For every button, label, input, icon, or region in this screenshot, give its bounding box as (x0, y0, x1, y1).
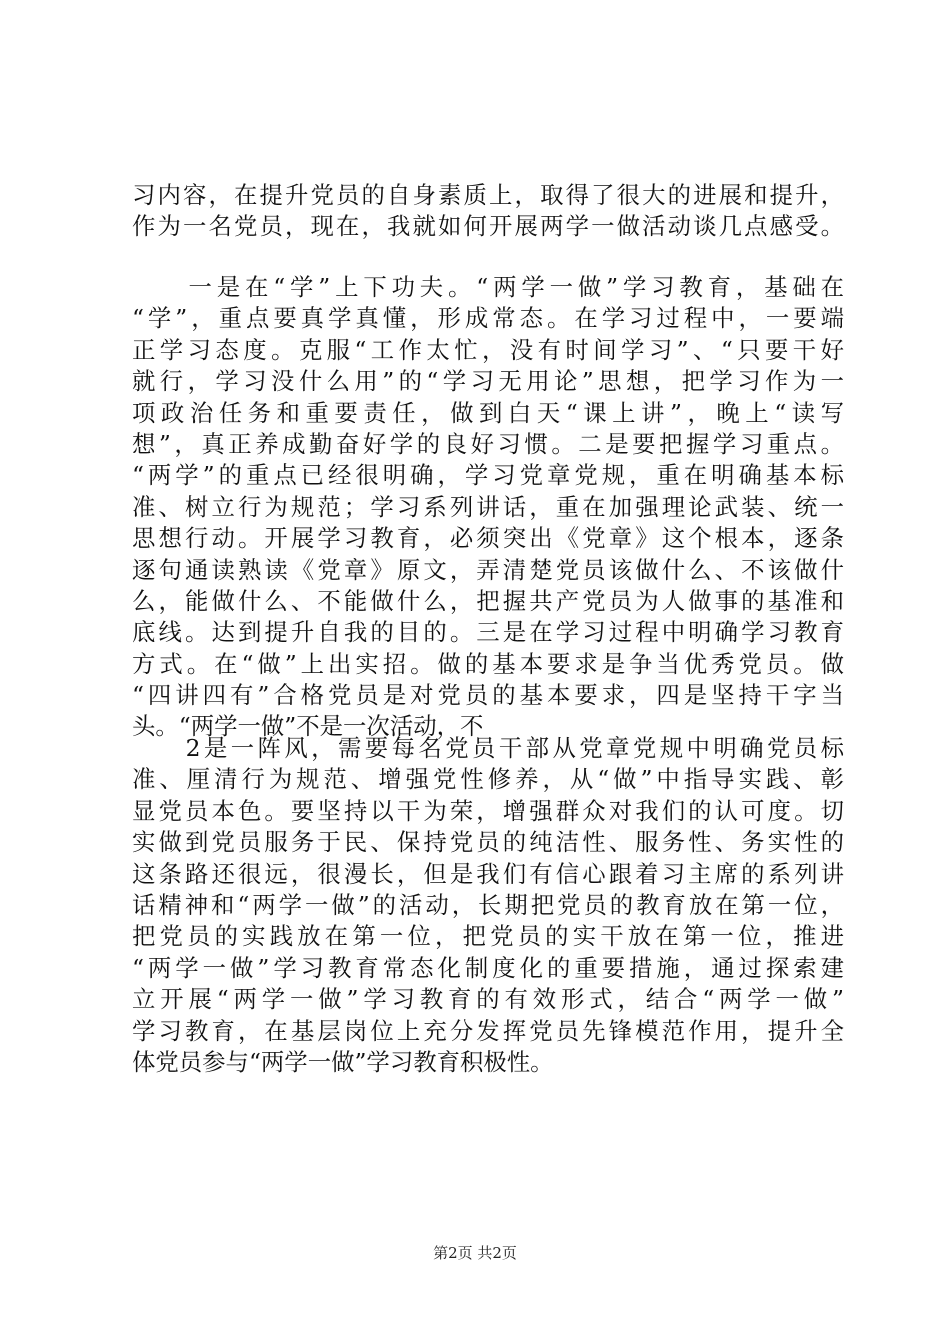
text-line: “学”，重点要真学真懂，形成常态。在学习过程中，一要端 (132, 304, 844, 333)
paragraph-practice (132, 733, 844, 1078)
text-line: 2是一阵风，需要每名党员干部从党章党规中明确党员标 (132, 734, 844, 762)
text-line: 头。“两学一做”不是一次活动，不 (132, 712, 484, 741)
text-line: “两学”的重点已经很明确，学习党章党规，重在明确基本标 (132, 461, 844, 490)
text-line: 话精神和“两学一做”的活动，长期把党员的教育放在第一位， (132, 890, 844, 919)
text-line: 一是在“学”上下功夫。“两学一做”学习教育，基础在 (132, 273, 844, 301)
text-line: 么，能做什么、不能做什么，把握共产党员为人做事的基准和 (132, 586, 844, 615)
text-line: 项政治任务和重要责任，做到白天“课上讲”，晚上“读写 (132, 398, 844, 427)
text-line: 底线。达到提升自我的目的。三是在学习过程中明确学习教育 (132, 618, 844, 647)
text-line: 习内容，在提升党员的自身素质上，取得了很大的进展和提升， (132, 181, 844, 209)
text-line: 准、树立行为规范；学习系列讲话，重在加强理论武装、统一 (132, 492, 844, 521)
text-line: 这条路还很远，很漫长，但是我们有信心跟着习主席的系列讲 (132, 859, 844, 888)
text-line: 就行，学习没什么用”的“学习无用论”思想，把学习作为一 (132, 367, 844, 396)
paragraph-intro (132, 180, 844, 243)
text-line: 想”，真正养成勤奋好学的良好习惯。二是要把握学习重点。 (132, 429, 844, 458)
text-line: “四讲四有”合格党员是对党员的基本要求，四是坚持干字当 (132, 681, 844, 710)
text-line: “两学一做”学习教育常态化制度化的重要措施，通过探索建 (132, 953, 844, 982)
text-line: 正学习态度。克服“工作太忙，没有时间学习”、“只要干好 (132, 335, 844, 364)
text-line: 立开展“两学一做”学习教育的有效形式，结合“两学一做” (132, 985, 844, 1014)
text-line: 体党员参与“两学一做”学习教育积极性。 (132, 1047, 554, 1076)
paragraph-study (132, 272, 844, 743)
text-line: 思想行动。开展学习教育，必须突出《党章》这个根本，逐条 (132, 524, 844, 553)
text-line: 实做到党员服务于民、保持党员的纯洁性、服务性、务实性的 (132, 828, 844, 857)
page-footer: 第2页 共2页 (433, 1244, 517, 1262)
text-line: 把党员的实践放在第一位，把党员的实干放在第一位，推进 (132, 922, 844, 951)
text-line: 方式。在“做”上出实招。做的基本要求是争当优秀党员。做 (132, 649, 844, 678)
text-line: 准、厘清行为规范、增强党性修养，从“做”中指导实践、彰 (132, 765, 844, 794)
text-line: 逐句通读熟读《党章》原文，弄清楚党员该做什么、不该做什 (132, 555, 844, 584)
text-line: 学习教育，在基层岗位上充分发挥党员先锋模范作用，提升全 (132, 1016, 844, 1045)
text-line: 作为一名党员，现在，我就如何开展两学一做活动谈几点感受。 (132, 212, 844, 241)
text-line: 显党员本色。要坚持以干为荣，增强群众对我们的认可度。切 (132, 796, 844, 825)
